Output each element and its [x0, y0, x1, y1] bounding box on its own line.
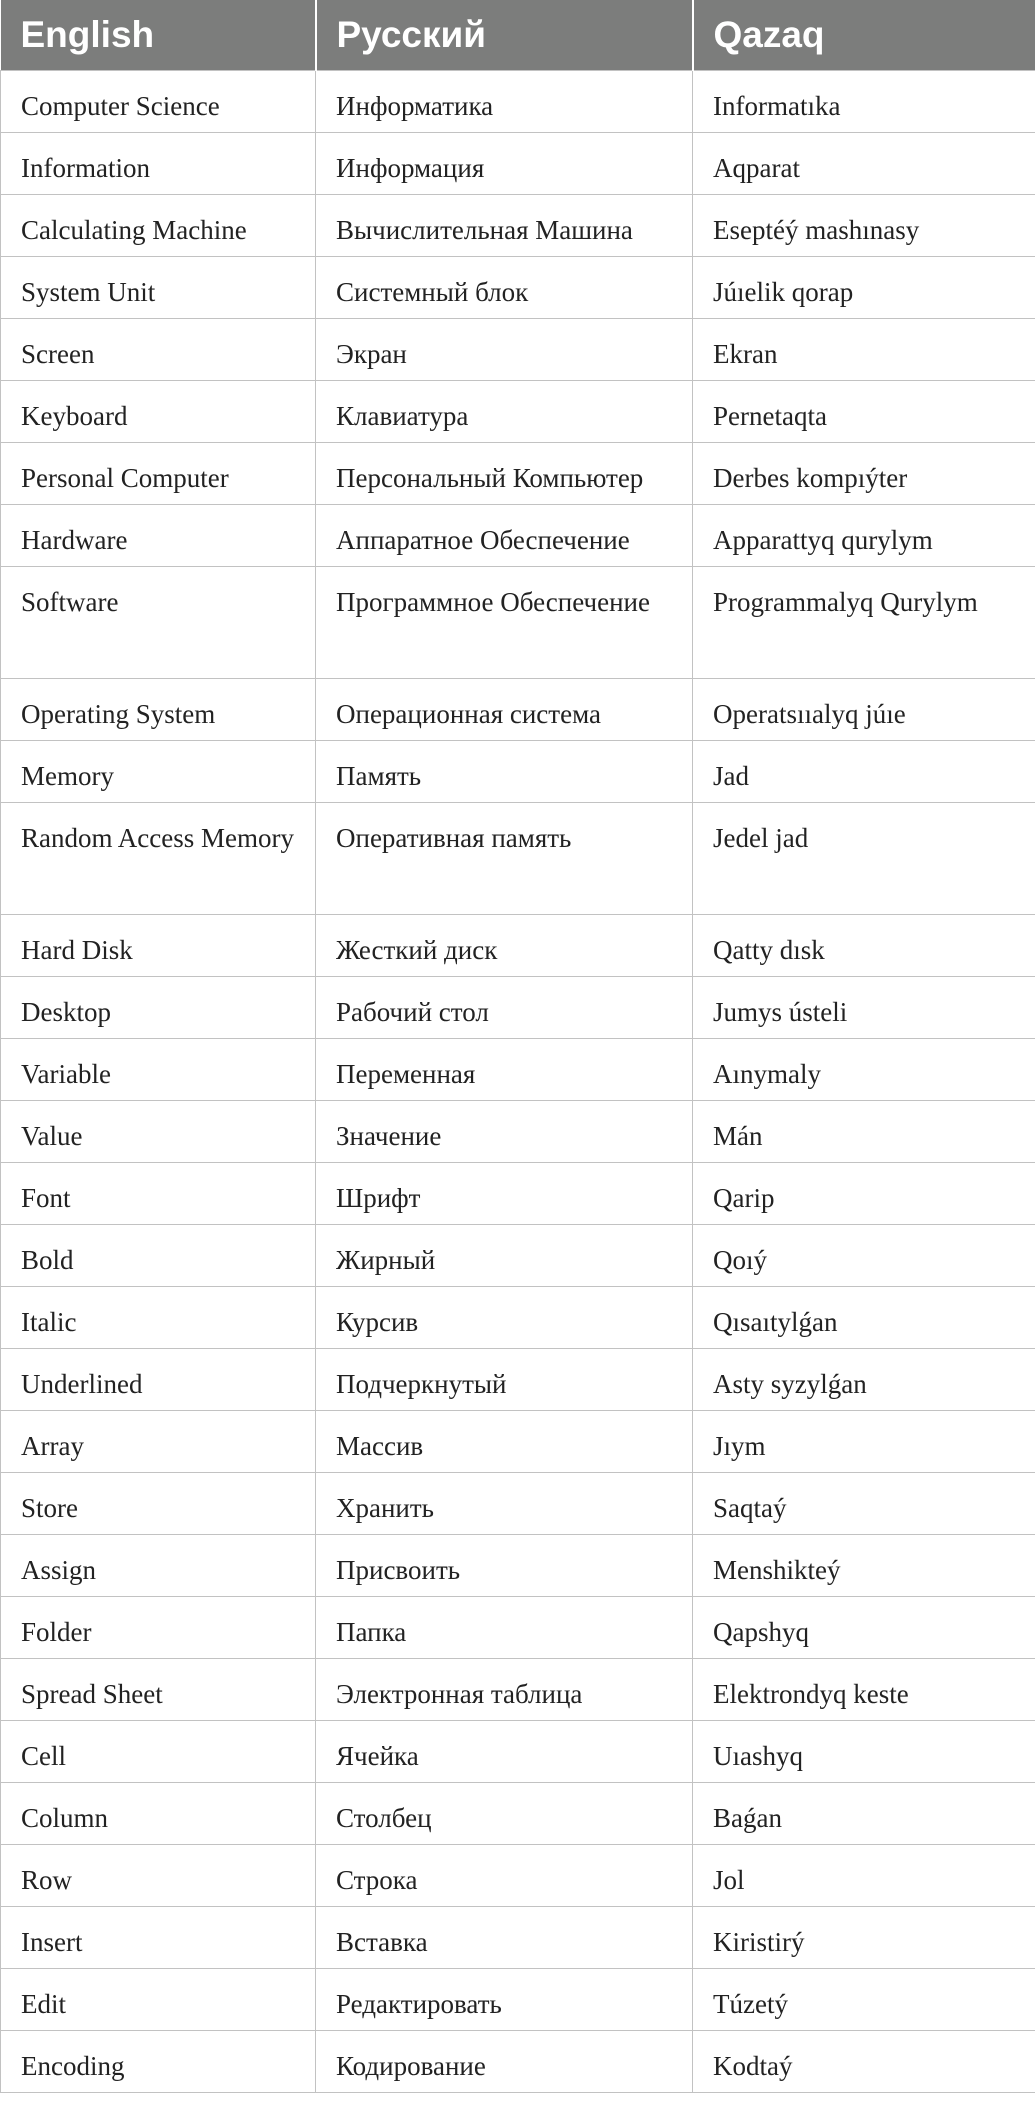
table-row [1, 679, 1035, 741]
cell-english: Edit [1, 1969, 316, 2031]
cell-english: Keyboard [1, 381, 316, 443]
cell-english: Screen [1, 319, 316, 381]
cell-qazaq: Asty syzylǵan [693, 1349, 1035, 1411]
table-row [1, 2031, 1035, 2093]
cell-english: Folder [1, 1597, 316, 1659]
cell-qazaq: Jumys ústeli [693, 977, 1035, 1039]
cell-russian: Папка [316, 1597, 693, 1659]
cell-russian: Кодирование [316, 2031, 693, 2093]
cell-english: Array [1, 1411, 316, 1473]
cell-russian: Информация [316, 133, 693, 195]
cell-russian: Подчеркнутый [316, 1349, 693, 1411]
cell-russian: Курсив [316, 1287, 693, 1349]
column-header-qazaq: Qazaq [693, 0, 1035, 71]
cell-english: Insert [1, 1907, 316, 1969]
cell-russian: Аппаратное Обеспечение [316, 505, 693, 567]
cell-english: Variable [1, 1039, 316, 1101]
table-row [1, 505, 1035, 567]
cell-russian: Клавиатура [316, 381, 693, 443]
cell-russian: Рабочий стол [316, 977, 693, 1039]
cell-english: Font [1, 1163, 316, 1225]
cell-qazaq: Mán [693, 1101, 1035, 1163]
table-row [1, 1535, 1035, 1597]
cell-english: Software [1, 567, 316, 679]
table-row [1, 381, 1035, 443]
cell-qazaq: Qısaıtylǵan [693, 1287, 1035, 1349]
cell-qazaq: Derbes kompıýter [693, 443, 1035, 505]
table-row [1, 257, 1035, 319]
table-row [1, 319, 1035, 381]
cell-russian: Присвоить [316, 1535, 693, 1597]
table-row [1, 1721, 1035, 1783]
column-header-english: English [1, 0, 316, 71]
cell-english: Information [1, 133, 316, 195]
cell-qazaq: Jad [693, 741, 1035, 803]
cell-russian: Оперативная память [316, 803, 693, 915]
cell-qazaq: Kiristirý [693, 1907, 1035, 1969]
cell-qazaq: Saqtaý [693, 1473, 1035, 1535]
cell-russian: Жесткий диск [316, 915, 693, 977]
cell-russian: Ячейка [316, 1721, 693, 1783]
cell-english: Bold [1, 1225, 316, 1287]
table-row [1, 1163, 1035, 1225]
cell-qazaq: Jedel jad [693, 803, 1035, 915]
cell-qazaq: Uıashyq [693, 1721, 1035, 1783]
table-row [1, 1783, 1035, 1845]
cell-qazaq: Aınymaly [693, 1039, 1035, 1101]
cell-english: Calculating Machine [1, 195, 316, 257]
table-row [1, 133, 1035, 195]
cell-english: Random Access Memory [1, 803, 316, 915]
cell-qazaq: Túzetý [693, 1969, 1035, 2031]
cell-english: Computer Science [1, 71, 316, 133]
cell-russian: Вычислительная Машина [316, 195, 693, 257]
cell-qazaq: Operatsııalyq júıe [693, 679, 1035, 741]
cell-russian: Программное Обеспечение [316, 567, 693, 679]
table-row [1, 71, 1035, 133]
cell-qazaq: Programmalyq Qurylym [693, 567, 1035, 679]
cell-russian: Операционная система [316, 679, 693, 741]
table-row [1, 1101, 1035, 1163]
cell-russian: Память [316, 741, 693, 803]
table-row [1, 1659, 1035, 1721]
cell-russian: Информатика [316, 71, 693, 133]
cell-russian: Экран [316, 319, 693, 381]
cell-russian: Массив [316, 1411, 693, 1473]
cell-russian: Жирный [316, 1225, 693, 1287]
cell-qazaq: Informatıka [693, 71, 1035, 133]
cell-russian: Хранить [316, 1473, 693, 1535]
cell-russian: Строка [316, 1845, 693, 1907]
cell-english: Column [1, 1783, 316, 1845]
table-row [1, 567, 1035, 679]
cell-qazaq: Ekran [693, 319, 1035, 381]
table-row [1, 195, 1035, 257]
cell-english: Hardware [1, 505, 316, 567]
cell-russian: Электронная таблица [316, 1659, 693, 1721]
cell-qazaq: Pernetaqta [693, 381, 1035, 443]
cell-english: Italic [1, 1287, 316, 1349]
cell-qazaq: Qatty dısk [693, 915, 1035, 977]
cell-qazaq: Qapshyq [693, 1597, 1035, 1659]
table-row [1, 1845, 1035, 1907]
cell-english: Personal Computer [1, 443, 316, 505]
cell-russian: Редактировать [316, 1969, 693, 2031]
cell-english: Operating System [1, 679, 316, 741]
cell-english: System Unit [1, 257, 316, 319]
cell-russian: Персональный Компьютер [316, 443, 693, 505]
cell-english: Desktop [1, 977, 316, 1039]
cell-qazaq: Júıelik qorap [693, 257, 1035, 319]
cell-qazaq: Eseptéý mashınasy [693, 195, 1035, 257]
table-row [1, 1969, 1035, 2031]
cell-english: Value [1, 1101, 316, 1163]
cell-russian: Системный блок [316, 257, 693, 319]
cell-qazaq: Qoıý [693, 1225, 1035, 1287]
cell-qazaq: Kodtaý [693, 2031, 1035, 2093]
table-row [1, 1225, 1035, 1287]
table-row [1, 915, 1035, 977]
cell-english: Hard Disk [1, 915, 316, 977]
cell-russian: Столбец [316, 1783, 693, 1845]
cell-english: Encoding [1, 2031, 316, 2093]
cell-english: Cell [1, 1721, 316, 1783]
table-header-row [1, 0, 1035, 71]
cell-russian: Переменная [316, 1039, 693, 1101]
cell-qazaq: Jol [693, 1845, 1035, 1907]
cell-qazaq: Aqparat [693, 133, 1035, 195]
cell-russian: Вставка [316, 1907, 693, 1969]
column-header-russian: Русский [316, 0, 693, 71]
cell-russian: Шрифт [316, 1163, 693, 1225]
cell-english: Underlined [1, 1349, 316, 1411]
cell-english: Spread Sheet [1, 1659, 316, 1721]
cell-english: Memory [1, 741, 316, 803]
table-row [1, 443, 1035, 505]
table-row [1, 741, 1035, 803]
cell-russian: Значение [316, 1101, 693, 1163]
cell-english: Row [1, 1845, 316, 1907]
cell-qazaq: Apparattyq qurylym [693, 505, 1035, 567]
table-row [1, 1473, 1035, 1535]
table-row [1, 1349, 1035, 1411]
cell-qazaq: Baǵan [693, 1783, 1035, 1845]
cell-qazaq: Elektrondyq keste [693, 1659, 1035, 1721]
table-row [1, 1287, 1035, 1349]
cell-qazaq: Jıym [693, 1411, 1035, 1473]
cell-qazaq: Qarip [693, 1163, 1035, 1225]
cell-english: Assign [1, 1535, 316, 1597]
table-row [1, 803, 1035, 915]
table-row [1, 1039, 1035, 1101]
cell-qazaq: Menshikteý [693, 1535, 1035, 1597]
table-body [1, 71, 1035, 2093]
table-row [1, 1907, 1035, 1969]
table-row [1, 1597, 1035, 1659]
table-row [1, 977, 1035, 1039]
table-row [1, 1411, 1035, 1473]
cell-english: Store [1, 1473, 316, 1535]
